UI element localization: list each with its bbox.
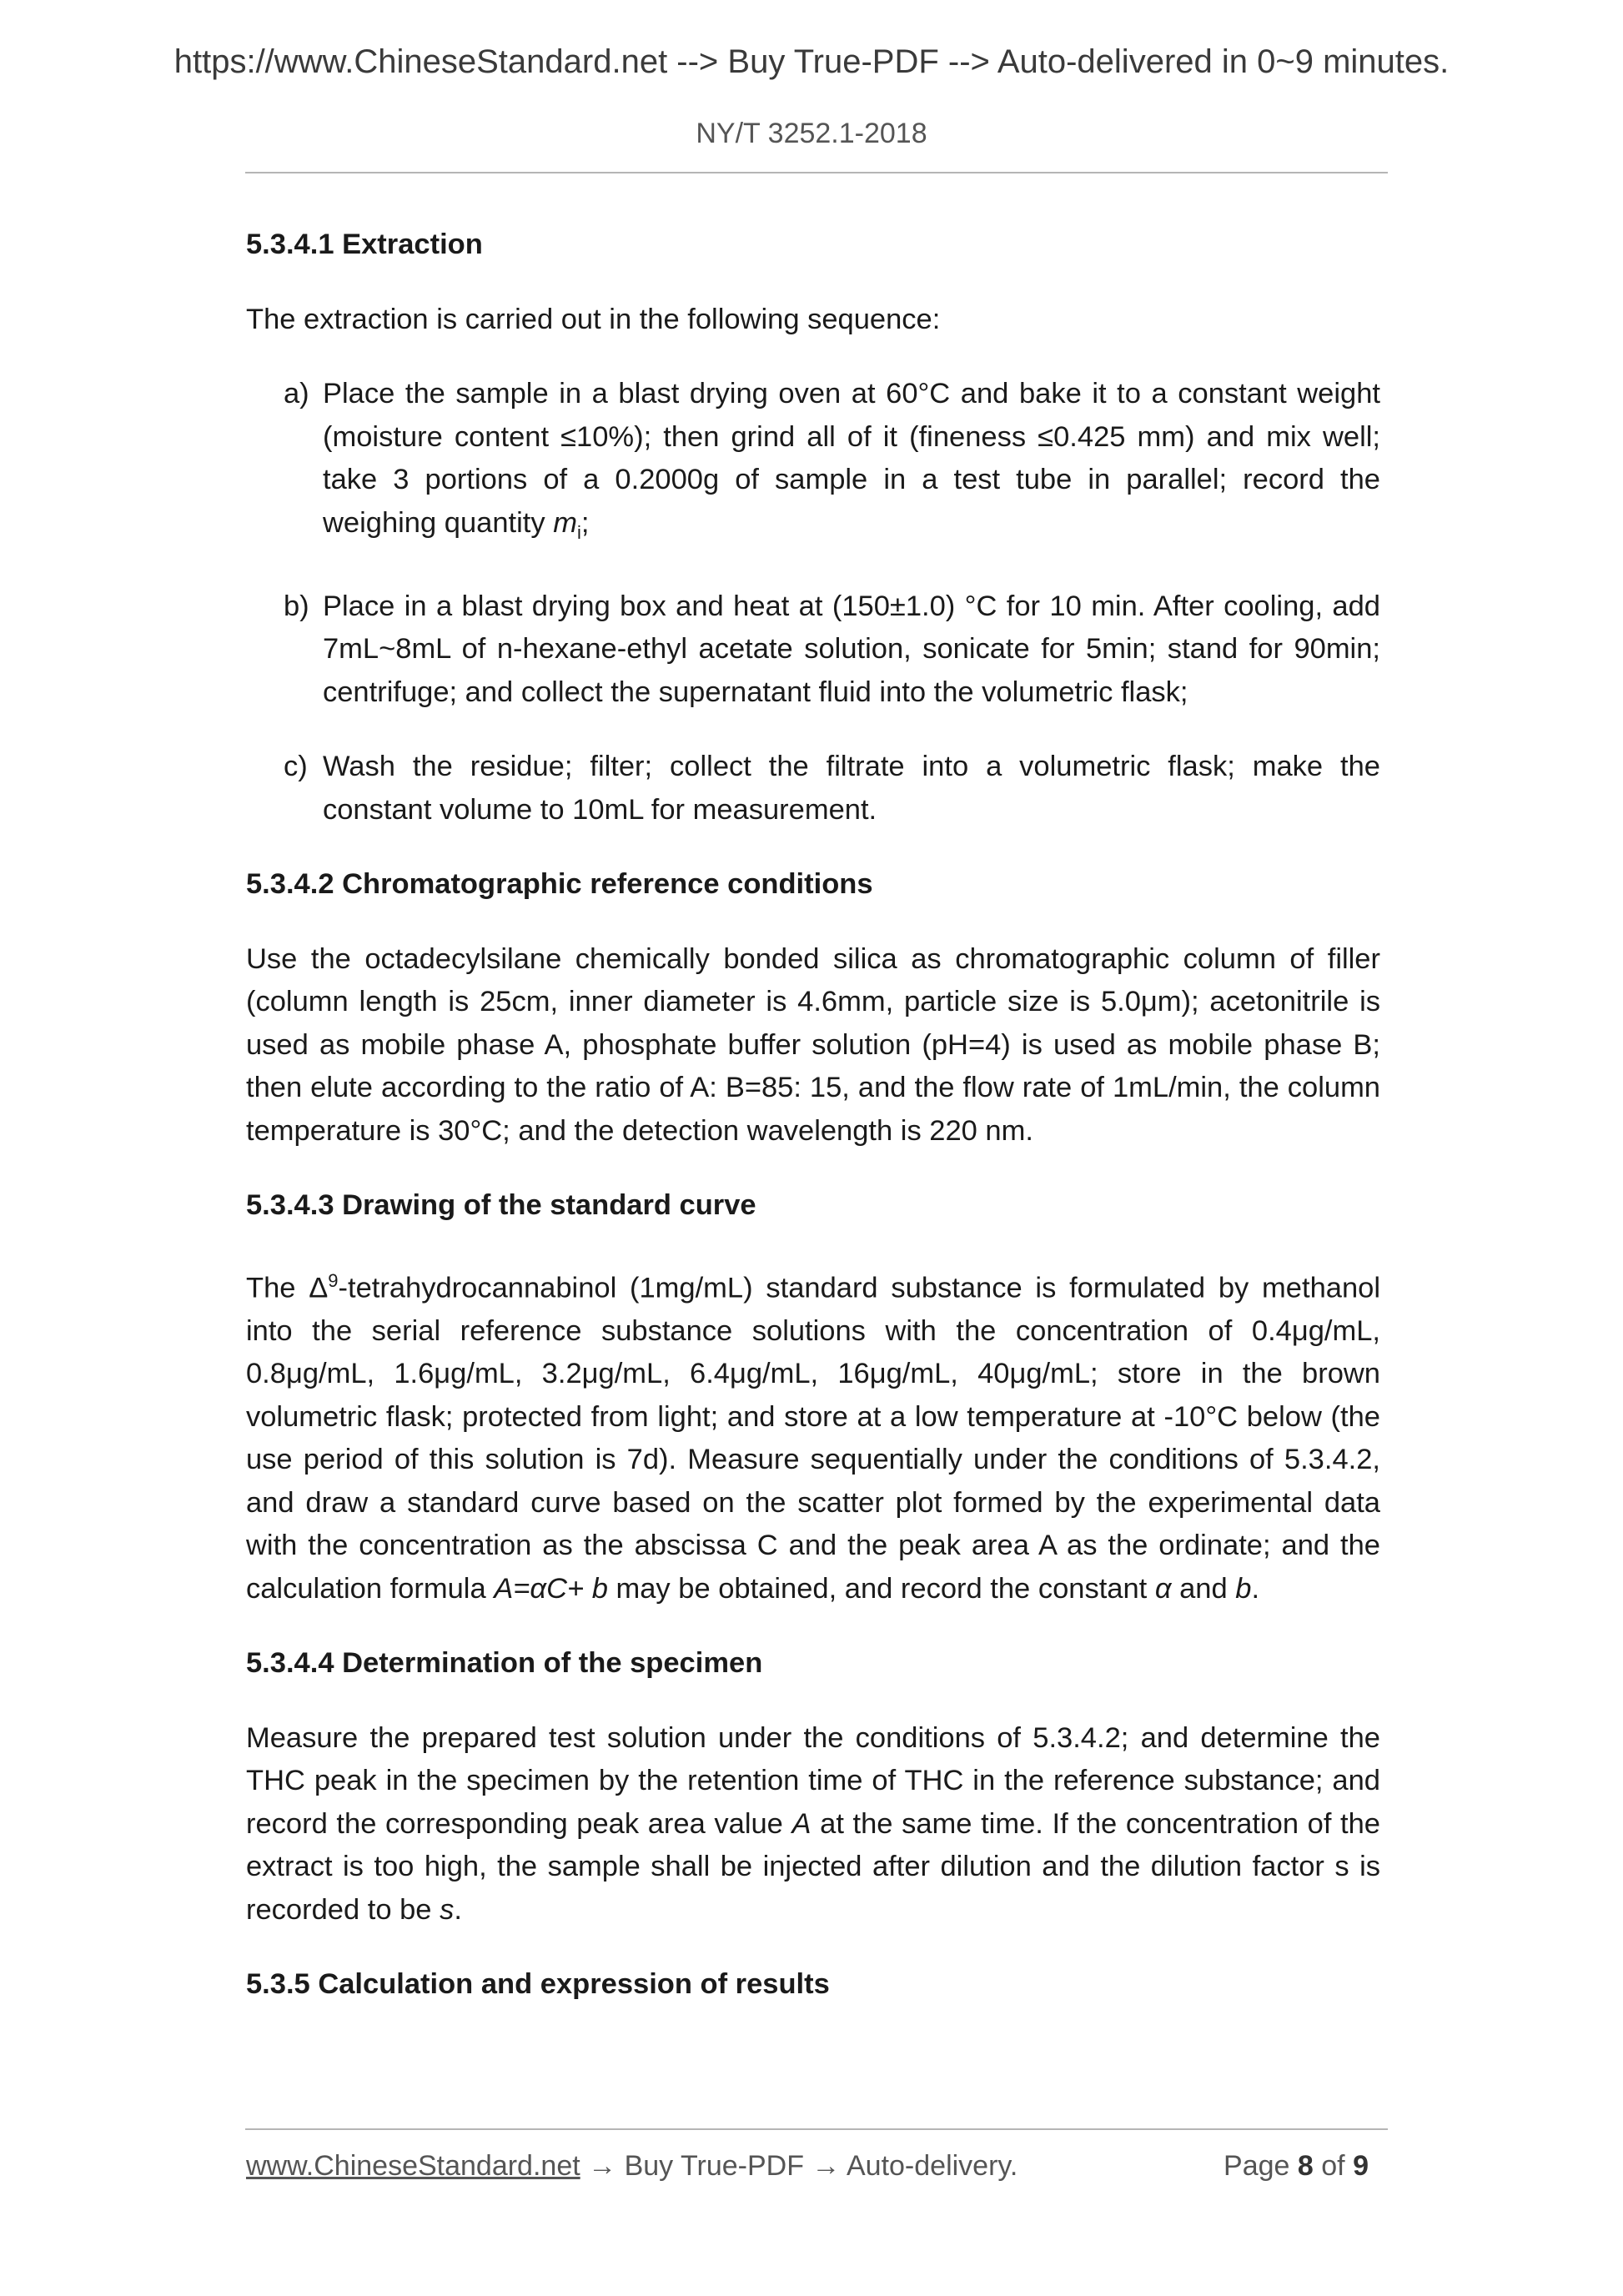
standard-number: NY/T 3252.1-2018 bbox=[696, 118, 927, 149]
page-number: 8 bbox=[1297, 2150, 1314, 2182]
section-heading-standard-curve: 5.3.4.3 Drawing of the standard curve bbox=[246, 1189, 756, 1222]
section-heading-extraction: 5.3.4.1 Extraction bbox=[246, 229, 483, 260]
footer-text: → Buy True-PDF → Auto-delivery. bbox=[580, 2150, 1018, 2182]
text-run: -tetrahydrocannabinol (1mg/mL) standard substance is formulated by methanol into the serial reference substance solutions with the concentration of 0.4μg/mL, 0.8μg/mL, 1.6μg/mL, 3.2μg/mL, 6.4μg/mL, 16μg/mL, 40μg/mL; store in the brown volumetric flask; protected from light; and store at a low temperature at -10°C below (the use period of this solution is 7d). Measure sequentially under the conditions of 5.3.4.2, and draw a standard curve based on the scatter plot formed by the experimental data with the concentration as the abscissa C and the peak area A as the ordinate; and the calculation formula bbox=[246, 1272, 1380, 1605]
list-label: b) bbox=[284, 590, 309, 622]
text-run: The Δ bbox=[246, 1272, 329, 1304]
mass-variable: m bbox=[553, 506, 577, 539]
text-run: . bbox=[454, 1893, 462, 1926]
list-text: Place the sample in a blast drying oven at 60°C and bake it to a constant weight (moisture content ≤10%); then grind all of it (fineness ≤0.425 mm) and mix well; take 3 portions of a 0.2000g of sample in a test tube in parallel; record the weighing quantity bbox=[323, 378, 1380, 539]
page-word: Page bbox=[1224, 2150, 1290, 2182]
page-total: 9 bbox=[1353, 2150, 1369, 2182]
alpha-symbol: α bbox=[1154, 1572, 1172, 1605]
page-footer bbox=[246, 2150, 1380, 2183]
list-label: c) bbox=[284, 751, 308, 783]
mass-subscript: i bbox=[576, 521, 581, 543]
extraction-intro: The extraction is carried out in the following sequence: bbox=[246, 303, 941, 335]
list-text: Place in a blast drying box and heat at (150±1.0) °C for 10 min. After cooling, add 7mL~8mL of n-hexane-ethyl acetate solution, sonicate for 5min; stand for 90min; centrifuge; and collect the supernatant fluid into the volumetric flask; bbox=[323, 590, 1380, 708]
text-run: may be obtained, and record the constant bbox=[607, 1572, 1155, 1605]
text-run: at the same time. If the concentration of the extract is too high, the sample shall be injected after dilution and the dilution factor s is recorded to be bbox=[246, 1807, 1380, 1926]
section-heading-determination: 5.3.4.4 Determination of the specimen bbox=[246, 1647, 763, 1680]
page-indicator bbox=[1224, 2150, 1369, 2183]
section-heading-calculation: 5.3.5 Calculation and expression of results bbox=[246, 1968, 830, 2001]
list-item-b bbox=[246, 585, 1380, 715]
determination-paragraph bbox=[246, 1717, 1380, 1932]
header-divider bbox=[245, 172, 1388, 173]
list-text: Wash the residue; filter; collect the filtrate into a volumetric flask; make the constant volume to 10mL for measurement. bbox=[323, 751, 1380, 826]
text-run: Measure the prepared test solution under the conditions of 5.3.4.2; and determine the THC peak in the specimen by the retention time of THC in the reference substance; and record the corresponding peak area value bbox=[246, 1721, 1380, 1840]
footer-divider bbox=[245, 2128, 1388, 2130]
superscript: 9 bbox=[328, 1269, 339, 1291]
list-text-end: ; bbox=[580, 506, 590, 539]
chromatographic-paragraph: Use the octadecylsilane chemically bonded silica as chromatographic column of filler (column length is 25cm, inner diameter is 4.6mm, particle size is 5.0μm); acetonitrile is used as mobile phase A, phosphate buffer solution (pH=4) is used as mobile phase B; then elute according to the ratio of A: B=85: 15, and the flow rate of 1mL/min, the column temperature is 30°C; and the detection wavelength is 220 nm. bbox=[246, 942, 1380, 1147]
s-symbol: s bbox=[440, 1893, 455, 1926]
b-symbol: b bbox=[1235, 1572, 1252, 1605]
document-body bbox=[246, 224, 1380, 2038]
standard-curve-paragraph bbox=[246, 1259, 1380, 1611]
section-heading-chromatographic: 5.3.4.2 Chromatographic reference conditions bbox=[246, 868, 873, 901]
formula: A=αC+ b bbox=[494, 1572, 608, 1605]
list-item-a bbox=[246, 373, 1380, 554]
of-word: of bbox=[1321, 2150, 1345, 2182]
list-item-c bbox=[246, 746, 1380, 831]
footer-link[interactable]: www.ChineseStandard.net bbox=[246, 2150, 580, 2182]
source-banner: https://www.ChineseStandard.net --> Buy True-PDF --> Auto-delivered in 0~9 minutes. bbox=[173, 43, 1450, 80]
a-symbol: A bbox=[791, 1807, 812, 1840]
text-run: and bbox=[1171, 1572, 1236, 1605]
list-label: a) bbox=[284, 378, 309, 409]
text-run: . bbox=[1251, 1572, 1260, 1605]
